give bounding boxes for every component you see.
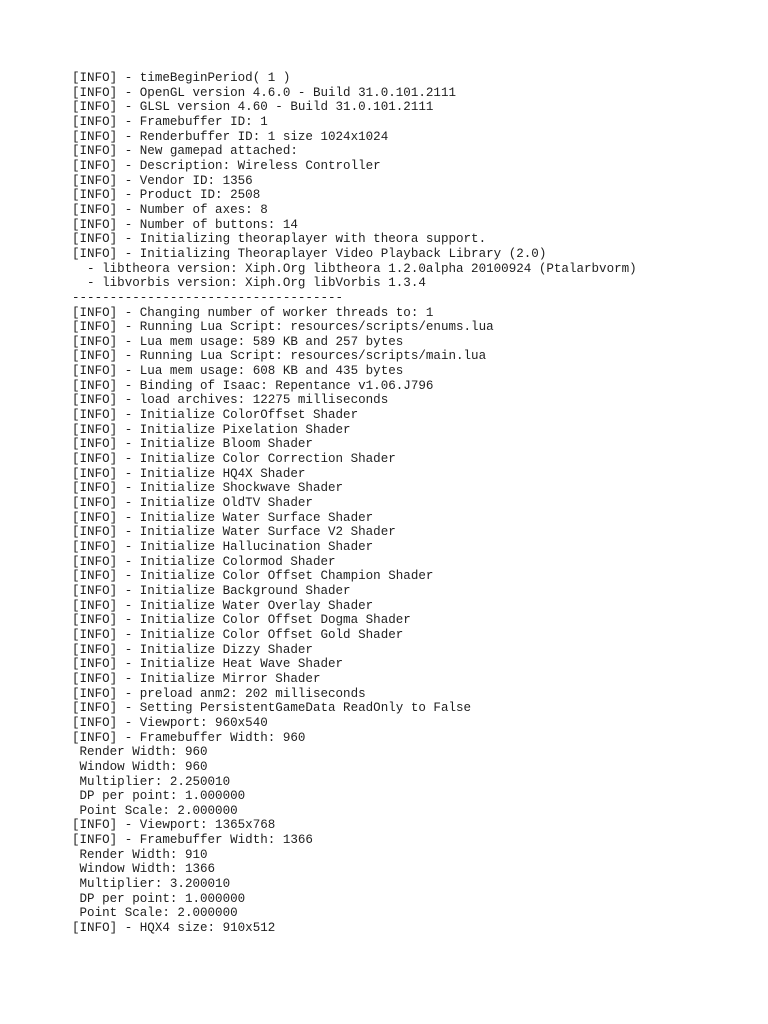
log-line: [INFO] - Framebuffer Width: 960 xyxy=(72,730,306,745)
log-line: [INFO] - Initialize Water Surface V2 Shader xyxy=(72,525,396,540)
log-line: [INFO] - timeBeginPeriod( 1 ) xyxy=(72,71,291,85)
log-line: [INFO] - Viewport: 1365x768 xyxy=(72,818,276,833)
log-line: [INFO] - Framebuffer Width: 1366 xyxy=(72,833,313,848)
log-line: [INFO] - Initialize Background Shader xyxy=(72,583,351,598)
log-line: [INFO] - Initialize Color Correction Shader xyxy=(72,452,396,467)
log-line: [INFO] - Initializing Theoraplayer Video Playback Library (2.0) xyxy=(72,246,547,261)
log-line: - libvorbis version: Xiph.Org libVorbis 1.3.4 xyxy=(72,276,426,291)
log-line: [INFO] - Renderbuffer ID: 1 size 1024x1024 xyxy=(72,129,389,144)
log-line: [INFO] - load archives: 12275 milliseconds xyxy=(72,393,389,408)
log-line: [INFO] - Binding of Isaac: Repentance v1.06.J796 xyxy=(72,378,434,393)
log-line: [INFO] - Changing number of worker threads to: 1 xyxy=(72,305,434,320)
log-line: [INFO] - Initialize Dizzy Shader xyxy=(72,642,313,657)
log-line: ------------------------------------ xyxy=(72,290,344,305)
log-line: [INFO] - Initialize Color Offset Dogma Shader xyxy=(72,613,411,628)
log-line: [INFO] - Initialize HQ4X Shader xyxy=(72,466,306,481)
log-text xyxy=(72,71,637,936)
log-line: [INFO] - Viewport: 960x540 xyxy=(72,715,268,730)
log-line: Render Width: 910 xyxy=(72,847,208,862)
log-line: [INFO] - Initialize Heat Wave Shader xyxy=(72,657,344,672)
log-line: Window Width: 960 xyxy=(72,759,208,774)
log-line: [INFO] - Initialize Mirror Shader xyxy=(72,671,321,686)
log-line: [INFO] - Running Lua Script: resources/scripts/enums.lua xyxy=(72,320,494,335)
log-line: Point Scale: 2.000000 xyxy=(72,803,238,818)
log-line: [INFO] - GLSL version 4.60 - Build 31.0.101.2111 xyxy=(72,100,434,115)
log-line: Point Scale: 2.000000 xyxy=(72,906,238,921)
log-line: [INFO] - Vendor ID: 1356 xyxy=(72,173,253,188)
log-line: [INFO] - Initialize Color Offset Gold Shader xyxy=(72,627,404,642)
log-line: DP per point: 1.000000 xyxy=(72,789,246,804)
log-line: [INFO] - Lua mem usage: 589 KB and 257 bytes xyxy=(72,334,404,349)
log-line: [INFO] - Initializing theoraplayer with theora support. xyxy=(72,232,487,247)
log-line: Window Width: 1366 xyxy=(72,862,216,877)
log-line: [INFO] - Initialize Shockwave Shader xyxy=(72,481,344,496)
log-line: [INFO] - Initialize ColorOffset Shader xyxy=(72,408,359,423)
log-line: [INFO] - HQX4 size: 910x512 xyxy=(72,921,276,936)
log-line: [INFO] - Initialize Colormod Shader xyxy=(72,554,336,569)
log-line: Multiplier: 3.200010 xyxy=(72,877,231,892)
log-line: Render Width: 960 xyxy=(72,745,208,760)
log-line: [INFO] - Initialize Water Overlay Shader xyxy=(72,598,374,613)
log-line: Multiplier: 2.250010 xyxy=(72,774,231,789)
log-line: [INFO] - preload anm2: 202 milliseconds xyxy=(72,686,366,701)
log-line: [INFO] - Initialize Color Offset Champion Shader xyxy=(72,569,434,584)
log-line: - libtheora version: Xiph.Org libtheora 1.2.0alpha 20100924 (Ptalarbvorm) xyxy=(72,261,637,276)
log-line: DP per point: 1.000000 xyxy=(72,891,246,906)
log-line: [INFO] - Running Lua Script: resources/scripts/main.lua xyxy=(72,349,487,364)
log-line: [INFO] - Number of buttons: 14 xyxy=(72,217,298,232)
log-line: [INFO] - Initialize Hallucination Shader xyxy=(72,540,374,554)
log-line: [INFO] - Description: Wireless Controller xyxy=(72,158,381,173)
log-line: [INFO] - Setting PersistentGameData ReadOnly to False xyxy=(72,701,472,716)
log-line: [INFO] - Initialize Bloom Shader xyxy=(72,437,313,452)
log-line: [INFO] - Product ID: 2508 xyxy=(72,188,261,203)
log-line: [INFO] - Lua mem usage: 608 KB and 435 bytes xyxy=(72,364,404,379)
log-line: [INFO] - Initialize Pixelation Shader xyxy=(72,422,351,437)
log-line: [INFO] - Number of axes: 8 xyxy=(72,202,268,217)
log-line: [INFO] - Framebuffer ID: 1 xyxy=(72,114,268,129)
log-line: [INFO] - New gamepad attached: xyxy=(72,144,298,159)
log-line: [INFO] - Initialize Water Surface Shader xyxy=(72,510,374,525)
log-line: [INFO] - OpenGL version 4.6.0 - Build 31.0.101.2111 xyxy=(72,85,456,100)
log-line: [INFO] - Initialize OldTV Shader xyxy=(72,496,313,511)
